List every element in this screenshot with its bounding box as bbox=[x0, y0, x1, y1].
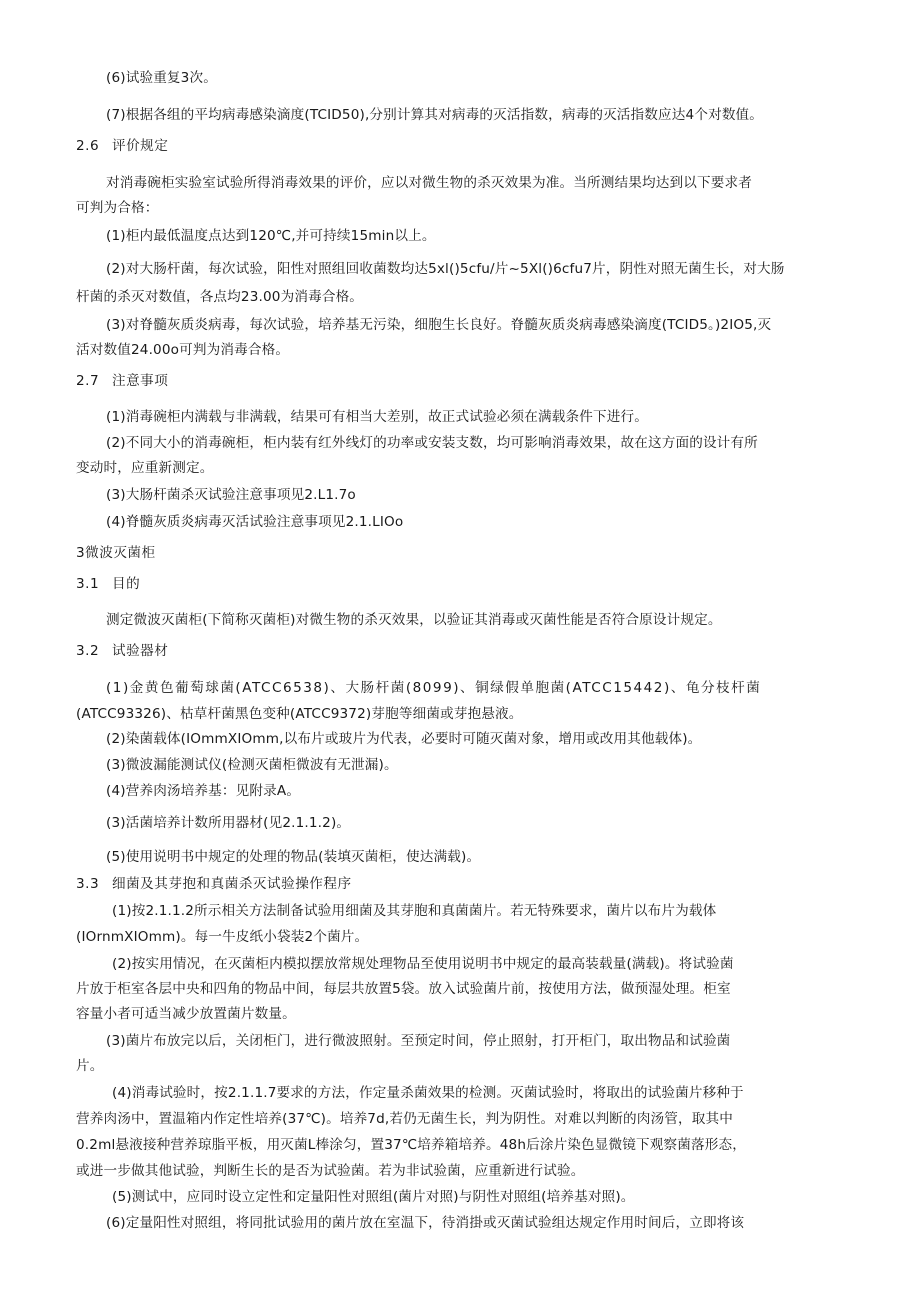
paragraph-line: (6)定量阳性对照组，将同批试验用的菌片放在室温下，待消掛或灭菌试验组达规定作用时间后，立即将该 bbox=[106, 1215, 745, 1231]
paragraph-line: 杆菌的杀灭对数值，各点均23.00为消毒合格。 bbox=[76, 289, 364, 305]
paragraph-line: (4)脊髓灰质炎病毒灭活试验注意事项见2.1.LIOo bbox=[106, 514, 404, 530]
paragraph-line: (3)大肠杆菌杀灭试验注意事项见2.L1.7o bbox=[106, 487, 356, 503]
section-heading: 3.2 试验器材 bbox=[76, 643, 169, 659]
section-heading: 3.3 细菌及其芽抱和真菌杀灭试验操作程序 bbox=[76, 876, 352, 892]
paragraph-line: (3)微波漏能测试仪(检测灭菌柜微波有无泄漏)。 bbox=[106, 757, 398, 773]
paragraph-line: (2)对大肠杆菌，每次试验，阳性对照组回收菌数均达5xl()5cfu/片~5Xl()6cfu7片，阴性对照无菌生长，对大肠 bbox=[106, 261, 785, 277]
paragraph-line: (7)根据各组的平均病毒感染滴度(TCID50),分别计算其对病毒的灭活指数，病毒的灭活指数应达4个对数值。 bbox=[106, 107, 764, 123]
section-heading: 3.1 目的 bbox=[76, 576, 141, 592]
paragraph-line: (1)消毒碗柜内满载与非满载，结果可有相当大差别，故正式试验必须在满载条件下进行。 bbox=[106, 409, 648, 425]
paragraph-line: (2)不同大小的消毒碗柜，柜内装有红外线灯的功率或安装支数，均可影响消毒效果，故在这方面的设计有所 bbox=[106, 435, 758, 451]
section-heading: 2.7 注意事项 bbox=[76, 373, 169, 389]
paragraph-line: (3)活菌培养计数所用器材(见2.1.1.2)。 bbox=[106, 815, 351, 831]
paragraph-line: (5)使用说明书中规定的处理的物品(装填灭菌柜，使达满载)。 bbox=[106, 849, 481, 865]
paragraph-line: (1)柜内最低温度点达到120℃,并可持续15min以上。 bbox=[106, 228, 436, 244]
paragraph-line: 可判为合格： bbox=[76, 200, 159, 216]
paragraph-line: 对消毒碗柜实验室试验所得消毒效果的评价，应以对微生物的杀灭效果为准。当所测结果均达到以下要求者 bbox=[106, 175, 752, 191]
paragraph-line: (4)营养肉汤培养基：见附录A。 bbox=[106, 783, 301, 799]
paragraph-line: (1)金黄色葡萄球菌(ATCC6538)、大肠杆菌(8099)、铜绿假单胞菌(ATCC15442)、龟分枝杆菌 bbox=[106, 680, 762, 696]
paragraph-line: (3)菌片布放完以后，关闭柜门，进行微波照射。至预定时间，停止照射，打开柜门，取出物品和试验菌 bbox=[106, 1033, 731, 1049]
paragraph-line: 容量小者可适当减少放置菌片数量。 bbox=[76, 1006, 296, 1022]
paragraph-line: (2)按实用情况，在灭菌柜内模拟摆放常规处理物品至使用说明书中规定的最高装载量(满载)。将试验菌 bbox=[112, 956, 734, 972]
paragraph-line: (3)对脊髓灰质炎病毒，每次试验，培养基无污染，细胞生长良好。脊髓灰质炎病毒感染滴度(TCID5。)2IO5,灭 bbox=[106, 317, 772, 333]
paragraph-line: (IOrnmXIOmm)。每一牛皮纸小袋装2个菌片。 bbox=[76, 929, 369, 945]
paragraph-line: 片。 bbox=[76, 1058, 104, 1074]
paragraph-line: (ATCC93326)、枯草杆菌黑色变种(ATCC9372)芽胞等细菌或芽抱悬液。 bbox=[76, 706, 523, 722]
paragraph-line: (2)染菌载体(IOmmXIOmm,以布片或玻片为代表，必要时可随灭菌对象，增用或改用其他载体)。 bbox=[106, 731, 702, 747]
paragraph-line: (5)测试中，应同时设立定性和定量阳性对照组(菌片对照)与阴性对照组(培养基对照)。 bbox=[112, 1189, 635, 1205]
paragraph-line: (1)按2.1.1.2所示相关方法制备试验用细菌及其芽胞和真菌菌片。若无特殊要求，菌片以布片为载体 bbox=[112, 903, 717, 919]
paragraph-line: 活对数值24.00o可判为消毒合格。 bbox=[76, 342, 290, 358]
paragraph-line: 或进一步做其他试验，判断生长的是否为试验菌。若为非试验菌，应重新进行试验。 bbox=[76, 1163, 585, 1179]
paragraph-line: (6)试验重复3次。 bbox=[106, 70, 217, 86]
paragraph-line: 变动时，应重新测定。 bbox=[76, 460, 214, 476]
paragraph-line: (4)消毒试验时，按2.1.1.7要求的方法，作定量杀菌效果的检测。灭菌试验时，将取出的试验菌片移种于 bbox=[112, 1085, 744, 1101]
paragraph-line: 测定微波灭菌柜(下简称灭菌柜)对微生物的杀灭效果，以验证其消毒或灭菌性能是否符合原设计规定。 bbox=[106, 612, 722, 628]
chapter-heading: 3微波灭菌柜 bbox=[76, 545, 156, 561]
paragraph-line: 片放于柜室各层中央和四角的物品中间，每层共放置5袋。放入试验菌片前，按使用方法，做预湿处理。柜室 bbox=[76, 981, 731, 997]
paragraph-line: 营养肉汤中，置温箱内作定性培养(37℃)。培养7d,若仍无菌生长，判为阴性。对难以判断的肉汤管，取其中 bbox=[76, 1111, 733, 1127]
paragraph-line: 0.2ml悬液接种营养琼脂平板，用灭菌L棒涂匀，置37℃培养箱培养。48h后涂片染色显微镜下观察菌落形态， bbox=[76, 1137, 746, 1153]
section-heading: 2.6 评价规定 bbox=[76, 138, 169, 154]
